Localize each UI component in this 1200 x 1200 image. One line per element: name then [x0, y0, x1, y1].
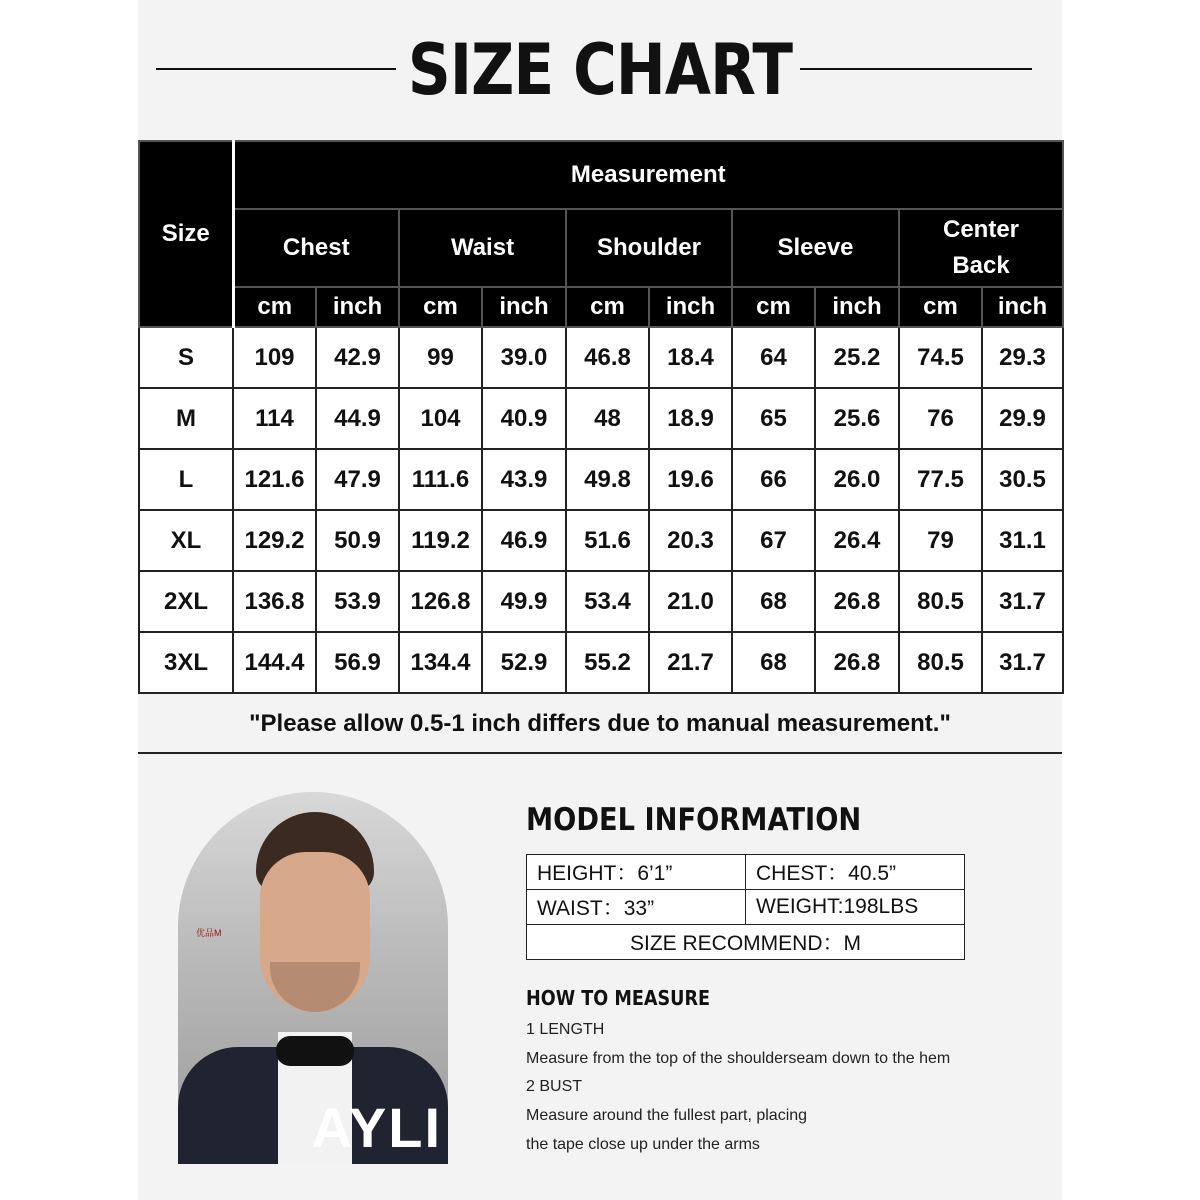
unit-header-row: [139, 287, 1063, 327]
table-cell: 104: [399, 388, 482, 449]
unit-header-cell: cm: [399, 287, 482, 327]
unit-header-cell: inch: [982, 287, 1063, 327]
table-cell: 53.4: [566, 571, 649, 632]
table-cell: 119.2: [399, 510, 482, 571]
table-cell: 77.5: [899, 449, 982, 510]
table-cell: 18.4: [649, 327, 732, 388]
attr-center-back: [899, 209, 1063, 287]
table-cell: 51.6: [566, 510, 649, 571]
table-cell: 26.8: [815, 632, 899, 693]
model-waist: WAIST：33”: [527, 890, 746, 925]
size-label-cell: S: [139, 327, 233, 388]
table-cell: 80.5: [899, 571, 982, 632]
table-cell: 76: [899, 388, 982, 449]
table-cell: 53.9: [316, 571, 399, 632]
brand-logo: AYLI: [311, 1096, 442, 1159]
bust-desc-line1: Measure around the fullest part, placing: [526, 1107, 808, 1124]
size-label-cell: 3XL: [139, 632, 233, 693]
table-cell: 144.4: [233, 632, 316, 693]
table-cell: 64: [732, 327, 815, 388]
bust-title: 2 BUST: [526, 1078, 583, 1095]
model-size-recommend: SIZE RECOMMEND：M: [527, 925, 965, 960]
table-cell: 136.8: [233, 571, 316, 632]
table-cell: 121.6: [233, 449, 316, 510]
table-cell: 20.3: [649, 510, 732, 571]
table-cell: 31.7: [982, 571, 1063, 632]
table-row: [139, 327, 1063, 388]
table-cell: 66: [732, 449, 815, 510]
how-to-measure-title: HOW TO MEASURE: [526, 986, 711, 1010]
table-cell: 52.9: [482, 632, 566, 693]
table-cell: 26.8: [815, 571, 899, 632]
unit-header-cell: cm: [732, 287, 815, 327]
unit-header-cell: cm: [233, 287, 316, 327]
table-cell: 46.9: [482, 510, 566, 571]
model-chest: CHEST：40.5”: [746, 855, 965, 890]
table-row: [139, 510, 1063, 571]
attr-shoulder: Shoulder: [566, 209, 732, 287]
unit-header-cell: inch: [649, 287, 732, 327]
table-cell: 48: [566, 388, 649, 449]
table-cell: 74.5: [899, 327, 982, 388]
table-cell: 99: [399, 327, 482, 388]
table-cell: 55.2: [566, 632, 649, 693]
table-cell: 65: [732, 388, 815, 449]
table-cell: 79: [899, 510, 982, 571]
table-cell: 19.6: [649, 449, 732, 510]
table-row: [139, 388, 1063, 449]
table-cell: 49.9: [482, 571, 566, 632]
unit-header-cell: cm: [566, 287, 649, 327]
unit-header-cell: inch: [316, 287, 399, 327]
unit-header-cell: cm: [899, 287, 982, 327]
size-header: Size: [139, 141, 233, 327]
size-label-cell: M: [139, 388, 233, 449]
measurement-header: Measurement: [233, 141, 1063, 209]
table-cell: 29.3: [982, 327, 1063, 388]
table-cell: 30.5: [982, 449, 1063, 510]
unit-header-cell: inch: [482, 287, 566, 327]
table-cell: 114: [233, 388, 316, 449]
attribute-header-row: [139, 209, 1063, 287]
table-cell: 21.0: [649, 571, 732, 632]
table-cell: 21.7: [649, 632, 732, 693]
size-label-cell: 2XL: [139, 571, 233, 632]
size-label-cell: L: [139, 449, 233, 510]
table-cell: 42.9: [316, 327, 399, 388]
unit-header-cell: inch: [815, 287, 899, 327]
table-cell: 129.2: [233, 510, 316, 571]
table-cell: 31.7: [982, 632, 1063, 693]
table-row: [139, 571, 1063, 632]
page-title: SIZE CHART: [407, 29, 793, 111]
length-desc: Measure from the top of the shoulderseam down to the hem: [526, 1050, 951, 1067]
photo-bow-tie: [276, 1036, 354, 1066]
table-cell: 47.9: [316, 449, 399, 510]
table-cell: 44.9: [316, 388, 399, 449]
model-info-title: MODEL INFORMATION: [526, 802, 862, 838]
title-row: [138, 30, 1062, 110]
table-cell: 43.9: [482, 449, 566, 510]
table-cell: 31.1: [982, 510, 1063, 571]
table-cell: 126.8: [399, 571, 482, 632]
table-cell: 56.9: [316, 632, 399, 693]
table-cell: 68: [732, 632, 815, 693]
table-row: [139, 449, 1063, 510]
table-cell: 50.9: [316, 510, 399, 571]
table-cell: 111.6: [399, 449, 482, 510]
attr-waist: Waist: [399, 209, 566, 287]
bust-desc-line2: the tape close up under the arms: [526, 1136, 760, 1153]
photo-tag: 优品M: [196, 928, 222, 938]
table-cell: 109: [233, 327, 316, 388]
table-cell: 68: [732, 571, 815, 632]
size-chart-page: [138, 0, 1062, 1200]
model-info-table: [526, 854, 965, 960]
table-cell: 46.8: [566, 327, 649, 388]
model-photo: [178, 792, 448, 1164]
attr-chest: Chest: [233, 209, 399, 287]
size-table-body: [139, 327, 1063, 693]
table-cell: 18.9: [649, 388, 732, 449]
table-cell: 67: [732, 510, 815, 571]
table-cell: 29.9: [982, 388, 1063, 449]
table-cell: 40.9: [482, 388, 566, 449]
length-title: 1 LENGTH: [526, 1021, 605, 1038]
note-divider: [138, 752, 1062, 754]
model-height: HEIGHT：6’1”: [527, 855, 746, 890]
table-cell: 80.5: [899, 632, 982, 693]
model-weight: WEIGHT:198LBS: [746, 890, 965, 925]
table-cell: 49.8: [566, 449, 649, 510]
attr-sleeve: Sleeve: [732, 209, 899, 287]
table-cell: 39.0: [482, 327, 566, 388]
size-table: [138, 140, 1064, 694]
photo-beard: [270, 962, 360, 1012]
size-label-cell: XL: [139, 510, 233, 571]
table-cell: 26.0: [815, 449, 899, 510]
attr-center-back-label: Center Back: [943, 216, 1020, 279]
table-cell: 25.2: [815, 327, 899, 388]
measurement-note: "Please allow 0.5-1 inch differs due to manual measurement.": [249, 710, 951, 737]
table-row: [139, 632, 1063, 693]
table-cell: 26.4: [815, 510, 899, 571]
table-cell: 134.4: [399, 632, 482, 693]
table-cell: 25.6: [815, 388, 899, 449]
